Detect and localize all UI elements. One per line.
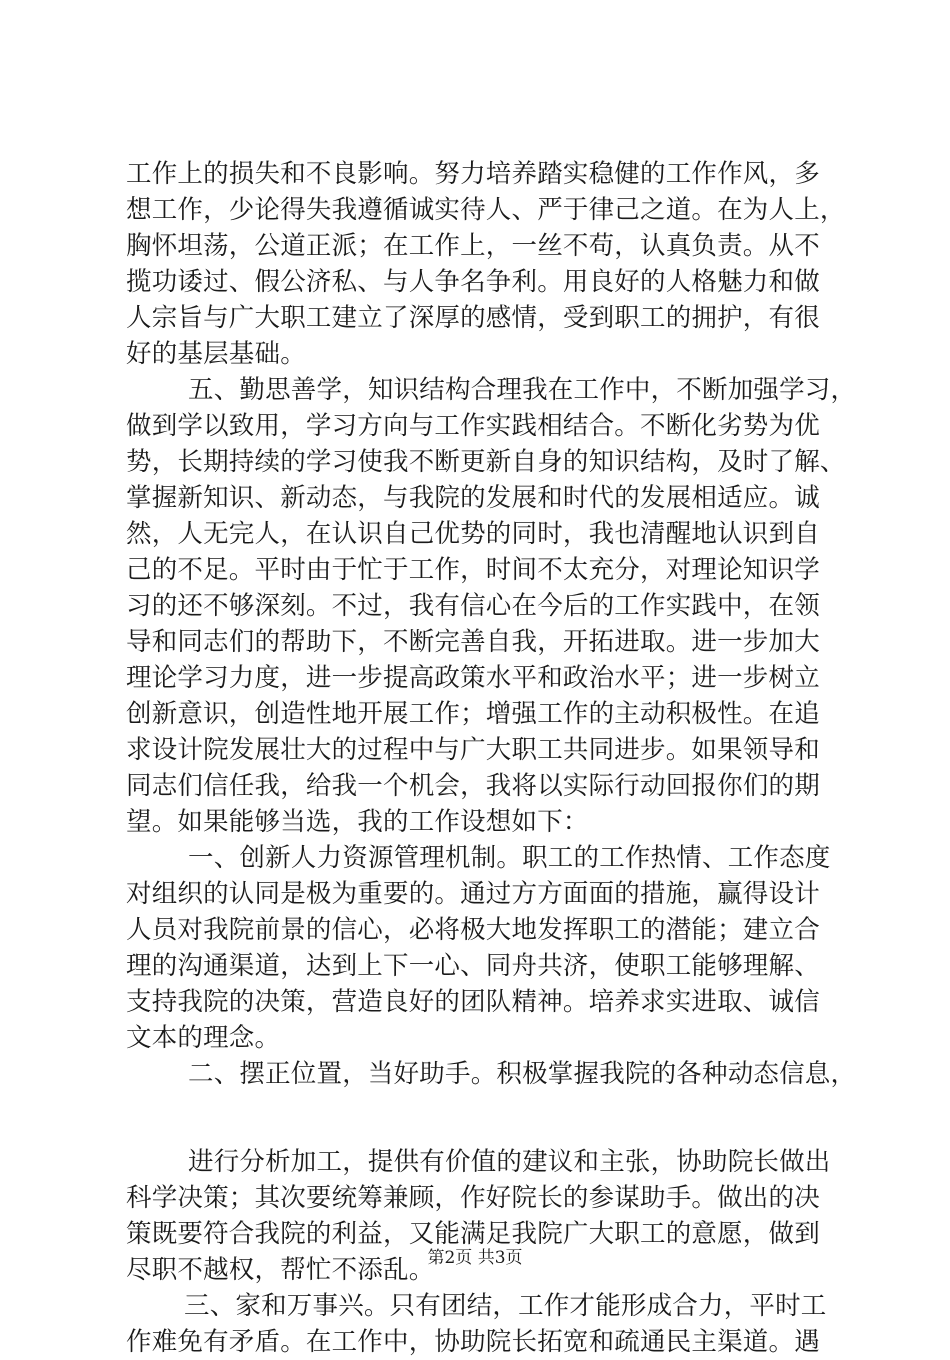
text-line: 人宗旨与广大职工建立了深厚的感情，受到职工的拥护，有很 xyxy=(126,303,820,333)
text-line: 望。如果能够当选，我的工作设想如下： xyxy=(126,807,589,837)
text-line: 对组织的认同是极为重要的。通过方方面面的措施，赢得设计 xyxy=(126,879,820,909)
text-line: 尽职不越权，帮忙不添乱。 xyxy=(126,1255,435,1285)
text-line: 揽功诿过、假公济私、与人争名争利。用良好的人格魅力和做 xyxy=(126,267,820,297)
text-line: 好的基层基础。 xyxy=(126,339,306,369)
text-line: 掌握新知识、新动态，与我院的发展和时代的发展相适应。诚 xyxy=(126,483,820,513)
text-line: 支持我院的决策，营造良好的团队精神。培养求实进取、诚信 xyxy=(126,987,820,1017)
text-line: 一、创新人力资源管理机制。职工的工作热情、工作态度 xyxy=(188,843,831,873)
text-line: 工作上的损失和不良影响。努力培养踏实稳健的工作作风，多 xyxy=(126,159,820,189)
paragraph-section-five xyxy=(126,372,857,840)
text-line: 作难免有矛盾。在工作中，协助院长拓宽和疏通民主渠道。遇 xyxy=(126,1327,820,1357)
text-line: 三、家和万事兴。只有团结，工作才能形成合力，平时工 xyxy=(184,1291,827,1321)
paragraph-continuation xyxy=(126,156,846,372)
paragraph-gap xyxy=(126,1092,836,1144)
text-line: 己的不足。平时由于忙于工作，时间不太充分，对理论知识学 xyxy=(126,555,820,585)
text-line: 进行分析加工，提供有价值的建议和主张，协助院长做出 xyxy=(188,1147,831,1177)
paragraph-plan-one xyxy=(126,840,836,1056)
text-line: 创新意识，创造性地开展工作；增强工作的主动积极性。在追 xyxy=(126,699,820,729)
text-line: 策既要符合我院的利益，又能满足我院广大职工的意愿，做到 xyxy=(126,1219,820,1249)
text-line: 胸怀坦荡，公道正派；在工作上，一丝不苟，认真负责。从不 xyxy=(126,231,820,261)
text-line: 做到学以致用，学习方向与工作实践相结合。不断化劣势为优 xyxy=(126,411,820,441)
paragraph-plan-three xyxy=(126,1288,836,1360)
text-line: 二、摆正位置，当好助手。积极掌握我院的各种动态信息， xyxy=(188,1059,857,1089)
document-body xyxy=(126,156,857,1360)
text-line: 科学决策；其次要统筹兼顾，作好院长的参谋助手。做出的决 xyxy=(126,1183,820,1213)
text-line: 理的沟通渠道，达到上下一心、同舟共济，使职工能够理解、 xyxy=(126,951,820,981)
text-line: 导和同志们的帮助下，不断完善自我，开拓进取。进一步加大 xyxy=(126,627,820,657)
text-line: 五、勤思善学，知识结构合理我在工作中，不断加强学习， xyxy=(188,375,857,405)
text-line: 文本的理念。 xyxy=(126,1023,281,1053)
text-line: 同志们信任我，给我一个机会，我将以实际行动回报你们的期 xyxy=(126,771,820,801)
text-line: 人员对我院前景的信心，必将极大地发挥职工的潜能；建立合 xyxy=(126,915,820,945)
paragraph-plan-two xyxy=(126,1056,857,1092)
page-number: 第2页 共3页 xyxy=(427,1248,523,1268)
text-line: 想工作，少论得失我遵循诚实待人、严于律己之道。在为人上， xyxy=(126,195,846,225)
text-line: 然，人无完人，在认识自己优势的同时，我也清醒地认识到自 xyxy=(126,519,820,549)
text-line: 势，长期持续的学习使我不断更新自身的知识结构，及时了解、 xyxy=(126,447,846,477)
text-line: 求设计院发展壮大的过程中与广大职工共同进步。如果领导和 xyxy=(126,735,820,765)
text-line: 理论学习力度，进一步提高政策水平和政治水平；进一步树立 xyxy=(126,663,820,693)
text-line: 习的还不够深刻。不过，我有信心在今后的工作实践中，在领 xyxy=(126,591,820,621)
